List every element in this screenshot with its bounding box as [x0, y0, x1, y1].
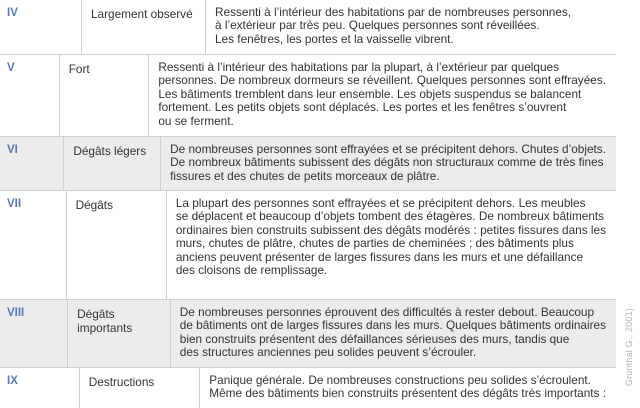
- intensity-numeral: V: [0, 55, 60, 136]
- table-row: [0, 191, 616, 300]
- description-line: des cloisons de remplissage.: [175, 263, 328, 278]
- description-line: Les bâtiments tremblent dans leur ensemble. Les objets suspendus se balancent: [158, 86, 582, 101]
- description-line: Ressenti à l’intérieur des habitations par la plupart, à l’extérieur par quelques: [158, 60, 560, 74]
- description-line: La plupart des personnes sont effrayées et se précipitent dehors. Les meubles: [175, 196, 586, 210]
- table-row: [0, 55, 616, 137]
- description-line: de bâtiments ont de larges fissures dans les murs. Quelques bâtiments ordinaires: [179, 318, 606, 333]
- description-line: ou se ferment.: [158, 113, 234, 128]
- intensity-description: [167, 191, 616, 299]
- intensity-description: [161, 137, 616, 190]
- intensity-description: [149, 55, 616, 136]
- description-line: De nombreuses personnes sont effrayées et se précipitent dehors. Chutes d’objets.: [170, 142, 606, 156]
- description-line: murs, chutes de plâtre, chutes de parties de cheminées ; des bâtiments plus: [175, 236, 574, 251]
- description-line: Même des bâtiments bien construits présentent des dégâts très importants :: [209, 386, 606, 401]
- description-line: fortement. Les petits objets sont déplacés. Les portes et les fenêtres s’ouvrent: [158, 100, 567, 115]
- description-line: Ressenti à l’intérieur des habitations par de nombreuses personnes,: [215, 5, 572, 19]
- intensity-numeral: VI: [0, 137, 64, 190]
- description-line: bien construits présentent des défaillances sérieuses des murs, tandis que: [179, 331, 570, 346]
- description-line: Les fenêtres, les portes et la vaisselle vibrent.: [215, 31, 454, 46]
- intensity-label: Largement observé: [82, 0, 206, 54]
- source-citation: Grünthal G., 2001): [624, 307, 634, 386]
- intensity-label: Destructions: [80, 368, 201, 408]
- table-row: [0, 137, 616, 191]
- intensity-numeral: VIII: [0, 300, 68, 367]
- intensity-numeral: IV: [0, 0, 82, 54]
- description-line: des structures anciennes peu solides peuvent s’écrouler.: [179, 345, 477, 360]
- description-line: ordinaires bien construits subissent des dégâts modérés : petites fissures dans les: [175, 222, 606, 237]
- intensity-label: Dégâts: [67, 191, 167, 299]
- description-line: De nombreuses personnes éprouvent des difficultés à rester debout. Beaucoup: [179, 305, 595, 319]
- intensity-description: [200, 368, 616, 408]
- intensity-description: [171, 300, 616, 367]
- description-line: à l’extérieur par très peu. Quelques personnes sont réveillées.: [215, 18, 540, 33]
- intensity-description: [206, 0, 616, 54]
- description-line: se déplacent et beaucoup d’objets tombent des étagères. De nombreux bâtiments: [175, 209, 605, 224]
- description-line: personnes. De nombreux dormeurs se réveillent. Quelques personnes sont effrayées.: [158, 73, 606, 88]
- table-row: [0, 300, 616, 368]
- table-row: [0, 0, 616, 55]
- description-line: fissures et des chutes de petits morceaux de plâtre.: [170, 168, 440, 183]
- intensity-label: Dégâts légers: [64, 137, 161, 190]
- description-line: De nombreux bâtiments subissent des dégâts non structuraux comme de très fines: [170, 155, 604, 170]
- intensity-numeral: VII: [0, 191, 67, 299]
- intensity-label: Dégâts importants: [68, 300, 171, 367]
- intensity-label: Fort: [60, 55, 150, 136]
- description-line: Panique générale. De nombreuses constructions peu solides s’écroulent.: [209, 373, 591, 387]
- table-row: [0, 368, 616, 408]
- intensity-numeral: IX: [0, 368, 80, 408]
- description-line: anciens peuvent présenter de larges fissures dans les murs et une défaillance: [175, 249, 584, 264]
